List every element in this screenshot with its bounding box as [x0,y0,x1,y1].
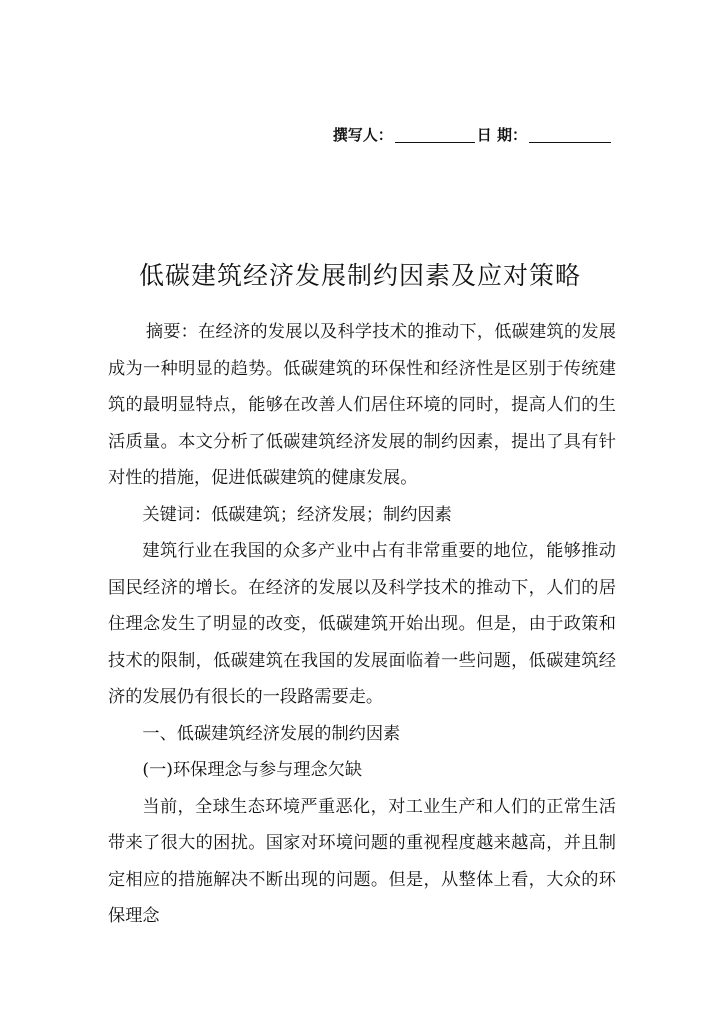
document-title: 低碳建筑经济发展制约因素及应对策略 [138,261,581,290]
keywords-paragraph: 关键词：低碳建筑；经济发展；制约因素 [142,504,452,525]
intro-paragraph: 建筑行业在我国的众多产业中占有非常重要的地位，能够推动国民经济的增长。在经济的发展以及科学技术的推动下，人们的居住理念发生了明显的改变，低碳建筑开始出现。但是，由于政策和技术的限制，低碳建筑在我国的发展面临着一些问题，低碳建筑经济的发展仍有很长的一段路需要走。 [108,541,616,707]
abstract-label: 摘要： [145,322,199,342]
subsection-heading: (一)环保理念与参与理念欠缺 [142,760,363,780]
date-label: 日 期： [476,126,527,144]
abstract-paragraph [108,314,616,497]
subsection-paragraph: 当前，全球生态环境严重恶化，对工业生产和人们的正常生活带来了很大的困扰。国家对环境问题的重视程度越来越高，并且制定相应的措施解决不断出现的问题。但是，从整体上看，大众的环保理念 [108,796,616,926]
author-date-line [333,124,613,145]
date-blank[interactable] [529,128,611,143]
author-blank[interactable] [395,128,475,143]
document-body [108,314,616,935]
author-label: 撰写人： [332,126,393,144]
section-heading: 一、低碳建筑经济发展的制约因素 [142,723,401,744]
abstract-text: 在经济的发展以及科学技术的推动下，低碳建筑的发展成为一种明显的趋势。低碳建筑的环保性和经济性是区别于传统建筑的最明显特点，能够在改善人们居住环境的同时，提高人们的生活质量。本文分析了低碳建筑经济发展的制约因素，提出了具有针对性的措施，促进低碳建筑的健康发展。 [108,322,616,488]
